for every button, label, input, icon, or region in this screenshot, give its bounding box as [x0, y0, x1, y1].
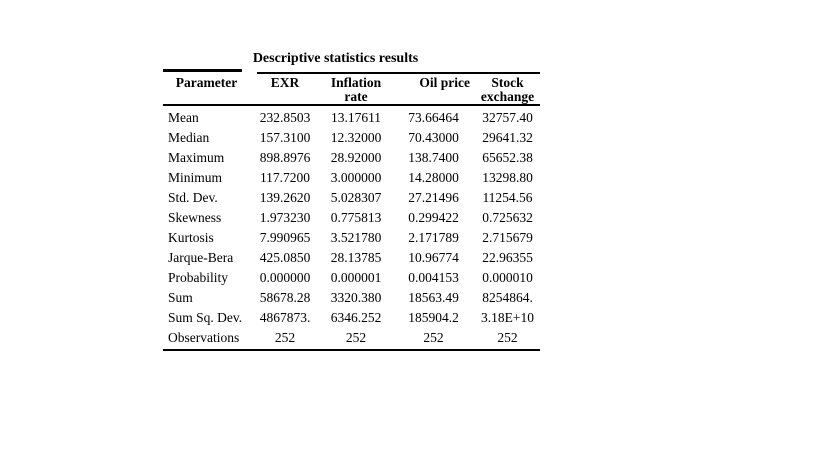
header-cell-stock-exchange: Stock exchange: [480, 76, 535, 104]
row-label: Maximum: [168, 150, 225, 165]
stats-table-body: [163, 108, 540, 348]
cell-value: 6346.252: [330, 310, 382, 325]
table-row-skewness: [163, 208, 540, 228]
table-row-sum: [163, 288, 540, 308]
cell-value: 65652.38: [482, 150, 533, 165]
table-bottom-border: [163, 349, 540, 351]
cell-value: 138.7400: [408, 150, 459, 165]
cell-value: 2.171789: [408, 230, 459, 245]
cell-value: 3.18E+10: [481, 310, 534, 325]
cell-value: 5.028307: [330, 190, 382, 205]
row-label: Median: [168, 130, 210, 145]
table-row-kurtosis: [163, 228, 540, 248]
row-label: Kurtosis: [168, 230, 214, 245]
table-title: Descriptive statistics results: [252, 51, 419, 66]
header-bottom-border: [163, 104, 540, 106]
cell-value: 3.000000: [330, 170, 382, 185]
cell-value: 0.725632: [482, 210, 533, 225]
cell-value: 13298.80: [482, 170, 533, 185]
table-row-sum-sq-dev: [163, 308, 540, 328]
cell-value: 185904.2: [408, 310, 459, 325]
cell-value: 117.7200: [259, 170, 311, 185]
cell-value: 22.96355: [482, 250, 533, 265]
cell-value: 7.990965: [259, 230, 311, 245]
table-row-observations: [163, 328, 540, 348]
cell-value: 11254.56: [482, 190, 533, 205]
header-cell-oil-price: Oil price: [419, 76, 470, 90]
cell-value: 8254864.: [482, 290, 533, 305]
cell-value: 32757.40: [482, 110, 533, 125]
cell-value: 2.715679: [482, 230, 533, 245]
table-top-border: [257, 72, 540, 74]
cell-value: 252: [345, 330, 367, 345]
table-row-jarque-bera: [163, 248, 540, 268]
row-label: Probability: [168, 270, 228, 285]
cell-value: 1.973230: [259, 210, 311, 225]
table-row-std-dev: [163, 188, 540, 208]
row-label: Observations: [168, 330, 240, 345]
cell-value: 28.92000: [330, 150, 382, 165]
cell-value: 0.004153: [408, 270, 459, 285]
row-label: Sum: [168, 290, 193, 305]
cell-value: 12.32000: [330, 130, 382, 145]
cell-value: 29641.32: [482, 130, 533, 145]
cell-value: 18563.49: [408, 290, 459, 305]
cell-value: 0.299422: [408, 210, 459, 225]
header-cell-inflation-rate: Inflation rate: [330, 76, 382, 104]
cell-value: 27.21496: [408, 190, 459, 205]
cell-value: 4867873.: [259, 310, 311, 325]
row-label: Mean: [168, 110, 199, 125]
cell-value: 252: [274, 330, 296, 345]
row-label: Std. Dev.: [168, 190, 218, 205]
row-label: Jarque-Bera: [168, 250, 234, 265]
table-row-probability: [163, 268, 540, 288]
cell-value: 73.66464: [408, 110, 459, 125]
row-label: Skewness: [168, 210, 222, 225]
table-row-median: [163, 128, 540, 148]
cell-value: 10.96774: [408, 250, 459, 265]
header-cell-exr: EXR: [270, 76, 300, 90]
table-row-minimum: [163, 168, 540, 188]
cell-value: 14.28000: [408, 170, 459, 185]
cell-value: 252: [497, 330, 518, 345]
row-label: Minimum: [168, 170, 223, 185]
cell-value: 3320.380: [330, 290, 382, 305]
table-row-mean: [163, 108, 540, 128]
cell-value: 58678.28: [259, 290, 311, 305]
cell-value: 0.000001: [330, 270, 382, 285]
cell-value: 0.000010: [482, 270, 533, 285]
cell-value: 232.8503: [259, 110, 311, 125]
cell-value: 13.17611: [330, 110, 382, 125]
title-underline-left-segment: [163, 69, 242, 72]
cell-value: 425.0850: [259, 250, 311, 265]
table-row-maximum: [163, 148, 540, 168]
cell-value: 0.000000: [259, 270, 311, 285]
header-row: [163, 76, 540, 104]
cell-value: 70.43000: [408, 130, 459, 145]
cell-value: 139.2620: [259, 190, 311, 205]
cell-value: 898.8976: [259, 150, 311, 165]
row-label: Sum Sq. Dev.: [168, 310, 243, 325]
cell-value: 28.13785: [330, 250, 382, 265]
header-cell-parameter: Parameter: [175, 76, 238, 90]
cell-value: 157.3100: [259, 130, 311, 145]
cell-value: 3.521780: [330, 230, 382, 245]
stats-table-header: [163, 76, 540, 104]
cell-value: 252: [423, 330, 444, 345]
cell-value: 0.775813: [330, 210, 382, 225]
